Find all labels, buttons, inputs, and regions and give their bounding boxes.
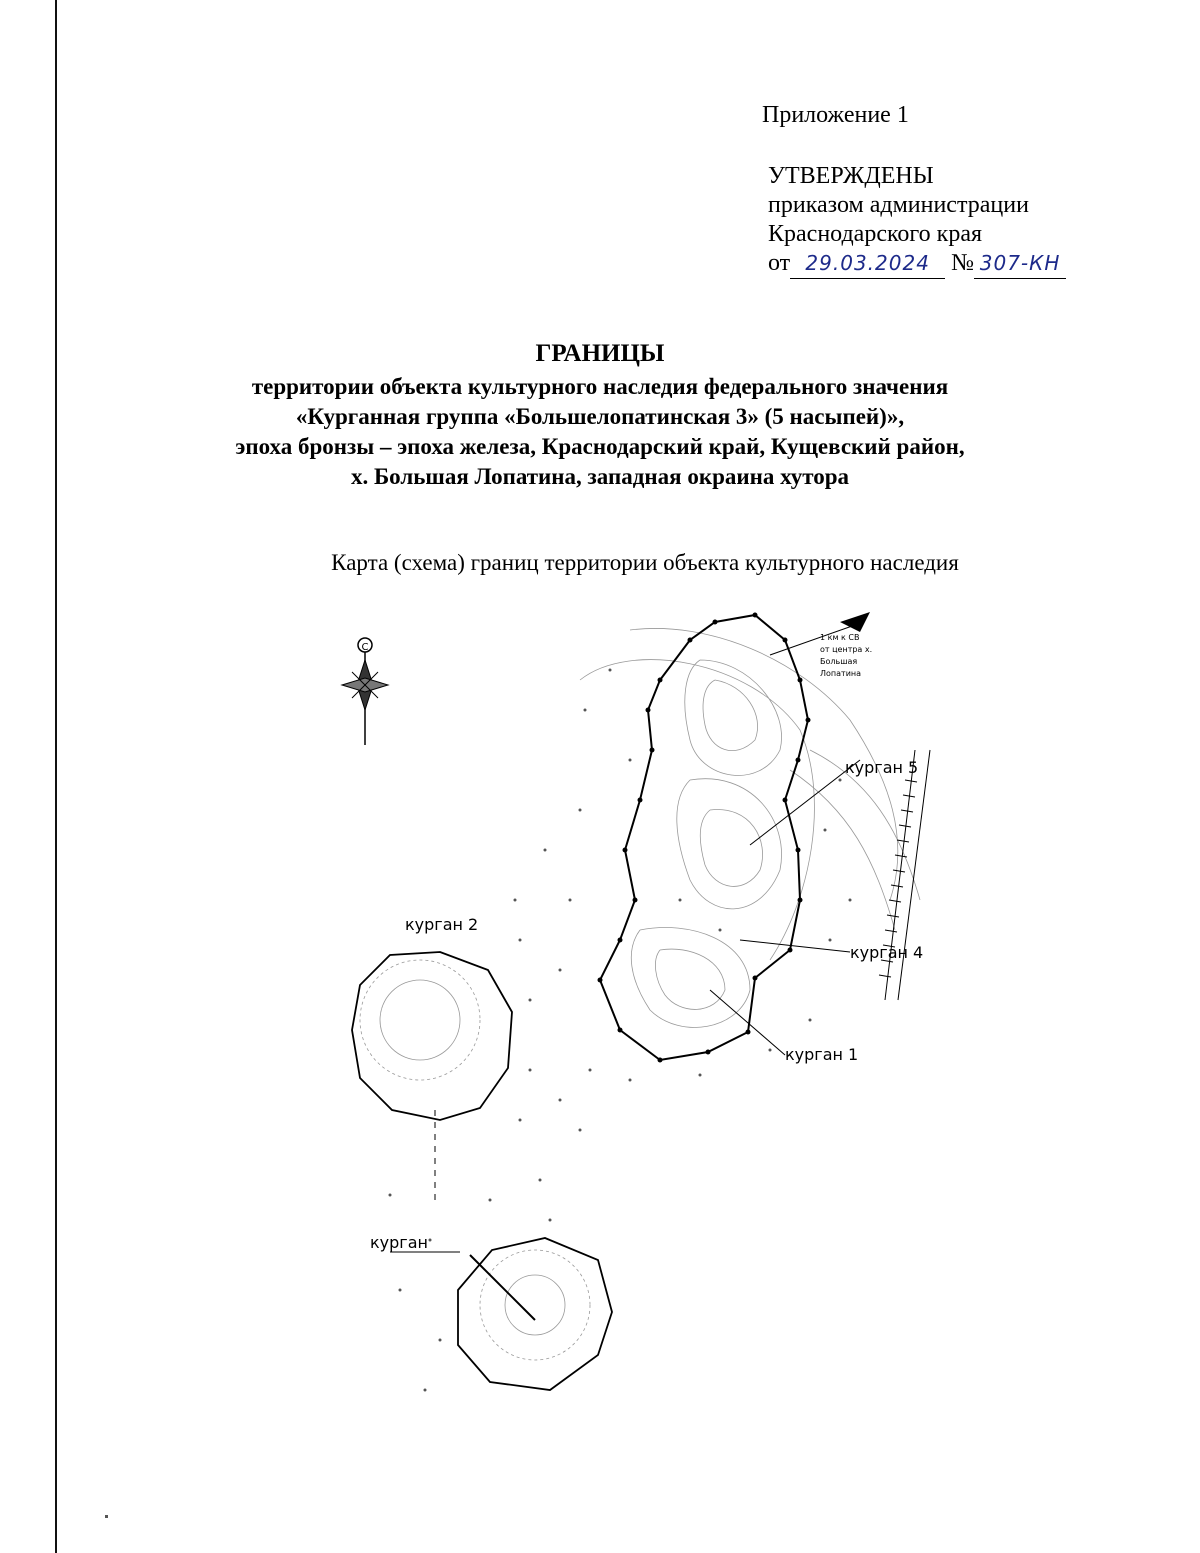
label-kurgan-4: курган 4 — [850, 943, 924, 962]
kurgan-2-boundary — [352, 952, 512, 1200]
title-line-4: х. Большая Лопатина, западная окраина хутора — [350, 464, 850, 489]
label-kurgan-lower: курган — [370, 1233, 428, 1252]
approval-line-1: приказом администрации — [768, 192, 1029, 218]
appendix-label: Приложение 1 — [762, 102, 909, 128]
kurgan-lower-boundary — [458, 1238, 612, 1390]
direction-note — [820, 633, 872, 678]
label-kurgan-2: курган 2 — [405, 915, 479, 934]
svg-text:Большая: Большая — [820, 657, 858, 666]
number-value: 307-КН — [979, 251, 1061, 275]
territory-boundary-upper — [600, 615, 808, 1060]
number-field — [974, 249, 1066, 279]
approval-line-2: Краснодарского края — [768, 221, 983, 247]
title-line-3: эпоха бронзы – эпоха железа, Краснодарский край, Кущевский район, — [235, 434, 965, 459]
compass-label: С — [361, 642, 369, 653]
label-kurgan-1: курган 1 — [785, 1045, 859, 1064]
approval-date-line — [768, 249, 1066, 279]
label-leaders — [390, 760, 860, 1252]
map-caption: Карта (схема) границ территории объекта культурного наследия — [331, 550, 959, 575]
scan-speck — [105, 1515, 108, 1518]
road-hatching — [879, 750, 930, 1000]
document-title — [0, 340, 1200, 492]
date-value: 29.03.2024 — [805, 251, 930, 275]
title-line-1: территории объекта культурного наследия федерального значения — [251, 374, 949, 399]
date-field — [790, 249, 945, 279]
approval-heading: УТВЕРЖДЕНЫ — [768, 163, 934, 189]
svg-text:от центра х.: от центра х. — [820, 645, 873, 654]
north-arrow-icon — [342, 638, 388, 745]
title-main: ГРАНИЦЫ — [535, 340, 665, 367]
page-margin-line — [55, 0, 57, 1553]
title-line-2: «Курганная группа «Большелопатинская 3» (5 насыпей)», — [295, 404, 905, 429]
label-kurgan-5: курган 5 — [845, 758, 919, 777]
number-prefix: № — [951, 250, 975, 276]
boundary-map — [330, 600, 970, 1430]
svg-text:Лопатина: Лопатина — [820, 669, 862, 678]
svg-text:1 км к СВ: 1 км к СВ — [820, 633, 860, 642]
approval-block — [768, 162, 1066, 279]
date-prefix: от — [768, 250, 791, 276]
